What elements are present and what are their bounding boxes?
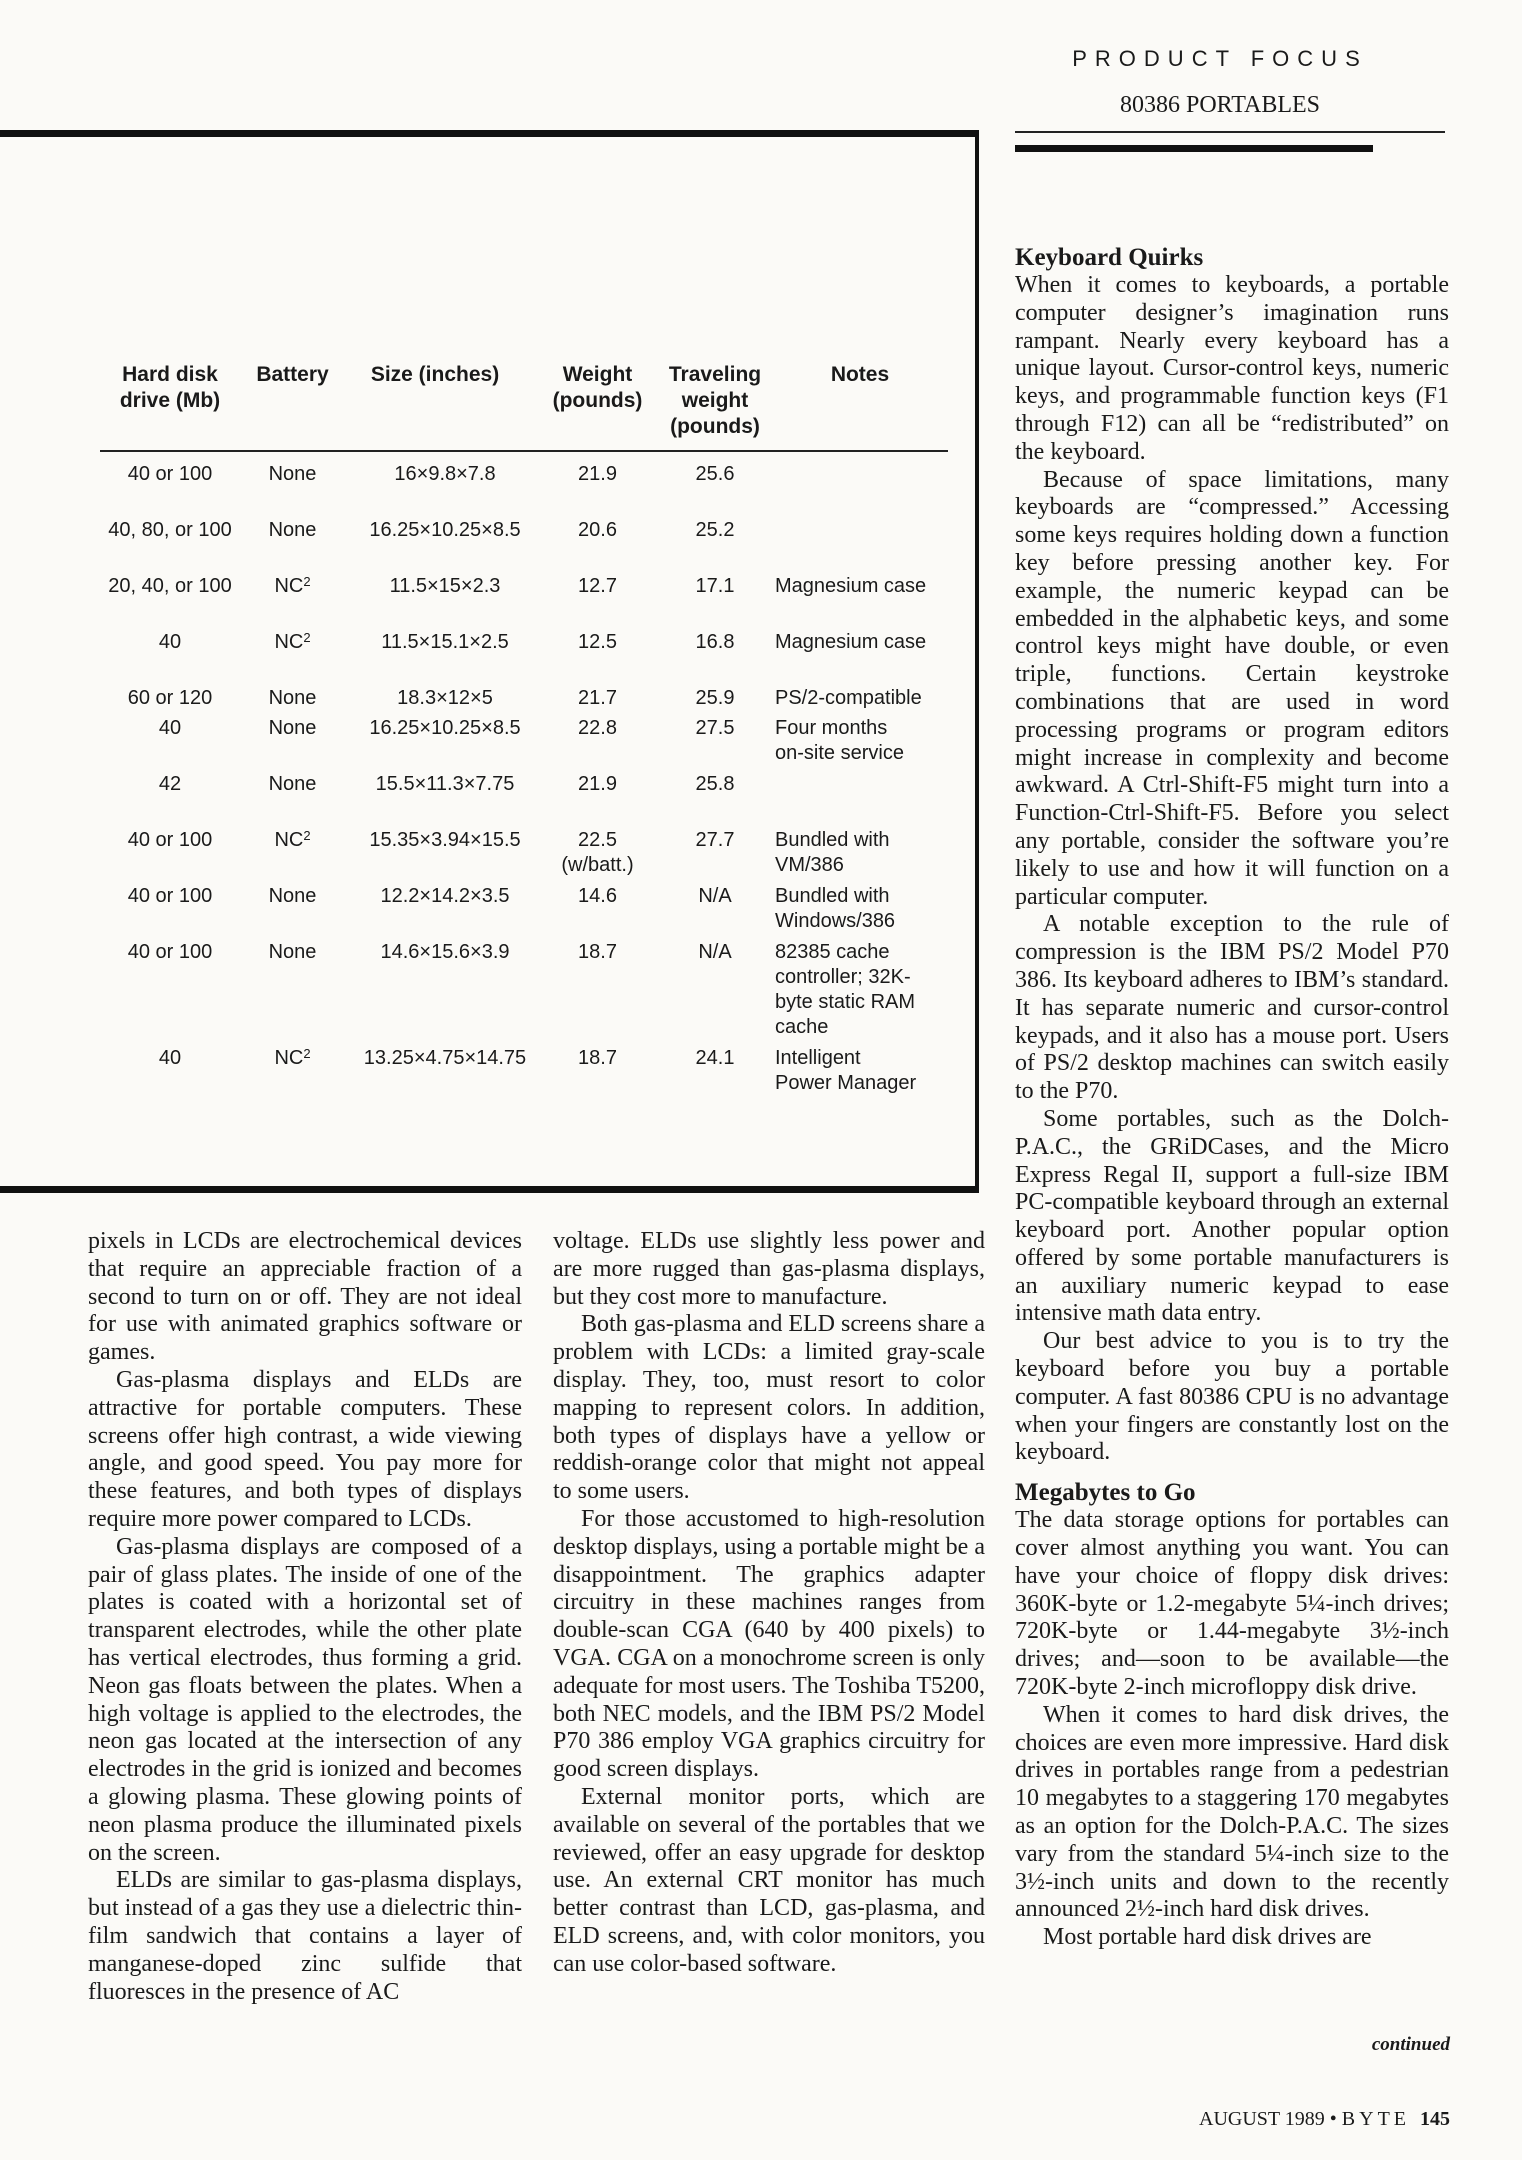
header-weight: Weight (pounds) <box>552 363 643 412</box>
cell-text: NC <box>274 631 304 653</box>
header-size: Size (inches) <box>370 363 500 386</box>
footer-magazine: BYTE <box>1341 2108 1410 2130</box>
header-rule-thick <box>1015 145 1373 152</box>
cell-text: 16.25×10.25×8.5 <box>369 717 521 739</box>
cell-line: 22.5 <box>578 829 617 851</box>
paragraph: voltage. ELDs use slightly less power and are more rugged than gas-plasma displays, but they cost more to manufacture. <box>553 1228 985 1310</box>
paragraph: When it comes to keyboards, a portable computer designer’s imagination runs rampant. Nearly every keyboard has a unique layout. Cursor-control keys, numeric keys, and programmable function keys (F1 through F12) can all be “redistributed” on the keyboard. <box>1015 272 1449 465</box>
cell-line: (w/batt.) <box>561 854 634 876</box>
cell-line: Power Manager <box>775 1072 917 1094</box>
heading-megabytes-to-go: Megabytes to Go <box>1015 1479 1196 1507</box>
cell-text: NC <box>274 1047 304 1069</box>
paragraph: External monitor ports, which are available on several of the portables that we reviewed, offer an easy upgrade for desktop use. An external CRT monitor has much better contrast than LCD, gas-plasma, and ELD screens, and, with color monitors, you can use color-based software. <box>553 1783 985 1977</box>
table-bottom-border <box>0 1186 979 1193</box>
cell-text: 40 or 100 <box>127 463 213 485</box>
cell-text: 11.5×15.1×2.5 <box>381 631 509 653</box>
table-cell-size <box>340 686 550 711</box>
cell-text: None <box>268 717 317 739</box>
section-label: PRODUCT FOCUS <box>1072 46 1368 71</box>
cell-text: None <box>268 941 317 963</box>
table-cell-disk <box>95 630 245 655</box>
paragraph: For those accustomed to high-resolution desktop displays, using a portable might be a disappointment. The graphics adapter circuitry in these machines ranges from double-scan CGA (640 by 400 pixels) to VGA. CGA on a monochrome screen is only adequate for most users. The Toshiba T5200, both NEC models, and the IBM PS/2 Model P70 386 employ VGA graphics circuitry for good screen displays. <box>553 1505 985 1783</box>
table-cell-traveling <box>655 716 775 741</box>
table-cell-weight <box>550 828 645 878</box>
table-cell-disk <box>95 716 245 741</box>
cell-text: None <box>268 463 317 485</box>
cell-text: 15.35×3.94×15.5 <box>369 829 521 851</box>
footnote-marker: 2 <box>303 1046 311 1061</box>
paragraph: Some portables, such as the Dolch-P.A.C., the GRiDCases, and the Micro Express Regal II, support a full-size IBM PC-compatible keyboard through an external keyboard port. Another popular option offered by some portable manufacturers is an auxiliary numeric keypad to ease intensive math data entry. <box>1015 1105 1449 1327</box>
cell-text: 16.8 <box>695 631 735 653</box>
table-cell-disk <box>95 940 245 965</box>
cell-text: 27.5 <box>695 717 735 739</box>
cell-text: 40 or 100 <box>127 829 213 851</box>
paragraph: Our best advice to you is to try the keyboard before you buy a portable computer. A fast 80386 CPU is no advantage when your fingers are constantly lost on the keyboard. <box>1015 1328 1449 1466</box>
table-cell-traveling <box>655 630 775 655</box>
cell-line: 20.6 <box>578 519 617 541</box>
table-cell-notes <box>775 828 975 878</box>
cell-text: 24.1 <box>695 1047 735 1069</box>
article-column-1 <box>88 1228 522 2006</box>
table-cell-weight <box>550 462 645 487</box>
cell-text: 14.6×15.6×3.9 <box>380 941 510 963</box>
paragraph: ELDs are similar to gas-plasma displays, but instead of a gas they use a dielectric thin-film sandwich that contains a layer of manganese-doped zinc sulfide that fluoresces in the presence of AC <box>88 1867 522 2005</box>
table-right-border <box>975 130 979 1193</box>
cell-line: Windows/386 <box>775 910 896 932</box>
table-cell-weight <box>550 940 645 965</box>
cell-text: 12.2×14.2×3.5 <box>380 885 510 907</box>
table-cell-weight <box>550 574 645 599</box>
cell-text: 42 <box>158 773 182 795</box>
cell-line: 18.7 <box>578 941 617 963</box>
table-cell-battery <box>250 716 335 741</box>
table-cell-notes <box>775 630 975 655</box>
table-cell-traveling <box>655 1046 775 1071</box>
header-notes: Notes <box>830 363 890 386</box>
table-cell-traveling <box>655 574 775 599</box>
paragraph: Most portable hard disk drives are <box>1043 1924 1372 1951</box>
table-cell-weight <box>550 630 645 655</box>
table-cell-disk <box>95 1046 245 1071</box>
cell-line: cache <box>775 1016 829 1038</box>
cell-line: Magnesium case <box>775 575 927 597</box>
header-hard-disk: Hard disk drive (Mb) <box>119 363 221 412</box>
cell-text: 25.8 <box>695 773 735 795</box>
table-cell-battery <box>250 518 335 543</box>
cell-text: 27.7 <box>695 829 735 851</box>
paragraph: Because of space limitations, many keyboards are “compressed.” Accessing some keys requires holding down a function key before pressing another key. For example, the numeric keypad can be embedded in the alphabetic keys, and some control keys might have double, or even triple, functions. Certain keystroke combinations that are used in word processing programs or program editors might increase in complexity and become awkward. A Ctrl-Shift-F5 might turn into a Function-Ctrl-Shift-F5. Before you select any portable, consider the software you’re likely to use and how it will function on a particular computer. <box>1015 466 1449 910</box>
cell-text: NC <box>274 829 304 851</box>
paragraph: When it comes to hard disk drives, the choices are even more impressive. Hard disk drives in portables range from a pedestrian 10 megabytes to a staggering 170 megabytes as an option for the Dolch-P.A.C. The sizes vary from the standard 5¼-inch size to the 3½-inch units and down to the recently announced 2½-inch hard disk drives. <box>1015 1701 1449 1923</box>
table-cell-weight <box>550 1046 645 1071</box>
table-cell-disk <box>95 828 245 853</box>
footer-page-number: 145 <box>1420 2108 1450 2130</box>
table-cell-size <box>340 630 550 655</box>
footnote-marker: 2 <box>303 828 311 843</box>
cell-text: 40 <box>158 631 182 653</box>
cell-line: Bundled with <box>775 829 890 851</box>
cell-text: N/A <box>698 885 732 907</box>
table-cell-disk <box>95 574 245 599</box>
cell-line: 18.7 <box>578 1047 617 1069</box>
table-cell-size <box>340 1046 550 1071</box>
cell-text: 18.3×12×5 <box>397 687 493 709</box>
table-cell-notes <box>775 574 975 599</box>
cell-line: 22.8 <box>578 717 617 739</box>
cell-line: Magnesium case <box>775 631 927 653</box>
table-header-rule <box>100 450 948 452</box>
table-cell-traveling <box>655 828 775 853</box>
page-footer <box>1100 2108 1450 2131</box>
cell-line: VM/386 <box>775 854 844 876</box>
cell-text: 40 or 100 <box>127 885 213 907</box>
header-traveling-weight: Traveling weight (pounds) <box>668 363 762 438</box>
cell-text: 40 <box>158 1047 182 1069</box>
table-cell-battery <box>250 686 335 711</box>
table-cell-traveling <box>655 940 775 965</box>
table-cell-notes <box>775 940 975 1040</box>
cell-text: 17.1 <box>695 575 735 597</box>
cell-text: 16.25×10.25×8.5 <box>369 519 521 541</box>
cell-text: 25.2 <box>695 519 735 541</box>
table-cell-size <box>340 828 550 853</box>
cell-text: 15.5×11.3×7.75 <box>375 773 515 795</box>
table-cell-weight <box>550 686 645 711</box>
paragraph: A notable exception to the rule of compression is the IBM PS/2 Model P70 386. Its keyboard adheres to IBM’s standard. It has separate numeric and cursor-control keypads, and it also has a mouse port. Users of PS/2 desktop machines can switch easily to the P70. <box>1015 911 1449 1105</box>
table-cell-traveling <box>655 686 775 711</box>
table-cell-battery <box>250 772 335 797</box>
table-cell-disk <box>95 686 245 711</box>
table-cell-weight <box>550 772 645 797</box>
table-top-border <box>0 130 979 137</box>
article-column-3 <box>1015 244 1449 1952</box>
cell-line: byte static RAM <box>775 991 916 1013</box>
table-cell-battery <box>250 1046 335 1071</box>
table-cell-notes <box>775 686 975 711</box>
table-cell-weight <box>550 884 645 909</box>
footnote-marker: 2 <box>303 630 311 645</box>
table-cell-size <box>340 884 550 909</box>
paragraph: The data storage options for portables can cover almost anything you want. You can have your choice of floppy disk drives: 360K-byte or 1.2-megabyte 5¼-inch drives; 720K-byte or 1.44-megabyte 3½-inch drives; and—soon to be available—the 720K-byte 2-inch microfloppy disk drive. <box>1015 1507 1449 1701</box>
continued-label: continued <box>1371 2034 1450 2055</box>
table-cell-battery <box>250 884 335 909</box>
cell-text: None <box>268 885 317 907</box>
cell-line: 14.6 <box>578 885 617 907</box>
cell-line: PS/2-compatible <box>775 687 922 709</box>
table-cell-battery <box>250 828 335 853</box>
table-cell-battery <box>250 630 335 655</box>
section-subtitle: 80386 PORTABLES <box>1120 92 1320 118</box>
paragraph: Gas-plasma displays are composed of a pair of glass plates. The inside of one of the plates is coated with a horizontal set of transparent electrodes, while the other plate has vertical electrodes, thus forming a grid. Neon gas floats between the plates. When a high voltage is applied to the electrodes, the neon gas located at the intersection of any electrodes in the grid is ionized and becomes a glowing plasma. These glowing points of neon plasma produce the illuminated pixels on the screen. <box>88 1533 522 1866</box>
table-cell-size <box>340 518 550 543</box>
table-cell-size <box>340 574 550 599</box>
table-cell-traveling <box>655 772 775 797</box>
cell-line: Four months <box>775 717 888 739</box>
table-cell-weight <box>550 716 645 741</box>
table-cell-battery <box>250 940 335 965</box>
cell-line: controller; 32K- <box>775 966 911 988</box>
paragraph: Both gas-plasma and ELD screens share a problem with LCDs: a limited gray-scale display. They, too, must resort to color mapping to represent colors. In addition, both types of displays have a yellow or reddish-orange color that might not appeal to some users. <box>553 1311 985 1505</box>
cell-line: 21.9 <box>578 463 617 485</box>
cell-text: 40 or 100 <box>127 941 213 963</box>
cell-line: 12.7 <box>578 575 617 597</box>
cell-text: 25.6 <box>695 463 735 485</box>
article-column-2 <box>553 1228 985 1979</box>
table-cell-disk <box>95 518 245 543</box>
cell-text: 11.5×15×2.3 <box>389 575 501 597</box>
cell-line: 12.5 <box>578 631 617 653</box>
header-battery: Battery <box>256 363 329 386</box>
cell-text: None <box>268 519 317 541</box>
table-cell-disk <box>95 772 245 797</box>
cell-text: 25.9 <box>695 687 735 709</box>
cell-line: on-site service <box>775 742 904 764</box>
table-cell-weight <box>550 518 645 543</box>
cell-text: NC <box>274 575 304 597</box>
table-cell-traveling <box>655 518 775 543</box>
paragraph: Gas-plasma displays and ELDs are attractive for portable computers. These screens offer high contrast, a wide viewing angle, and good speed. You pay more for these features, and both types of displays require more power compared to LCDs. <box>88 1366 522 1532</box>
paragraph: pixels in LCDs are electrochemical devices that require an appreciable fraction of a second to turn on or off. They are not ideal for use with animated graphics software or games. <box>88 1228 522 1366</box>
cell-text: 60 or 120 <box>127 687 213 709</box>
heading-keyboard-quirks: Keyboard Quirks <box>1015 244 1204 271</box>
table-cell-disk <box>95 884 245 909</box>
cell-line: Intelligent <box>775 1047 861 1069</box>
table-cell-traveling <box>655 884 775 909</box>
cell-text: 40 <box>158 717 182 739</box>
cell-text: None <box>268 687 317 709</box>
table-cell-traveling <box>655 462 775 487</box>
table-cell-size <box>340 772 550 797</box>
table-cell-disk <box>95 462 245 487</box>
table-cell-size <box>340 940 550 965</box>
cell-line: 21.9 <box>578 773 617 795</box>
header-rule <box>1015 131 1445 133</box>
table-cell-size <box>340 462 550 487</box>
table-cell-notes <box>775 884 975 934</box>
table-cell-notes <box>775 1046 975 1096</box>
cell-line: 82385 cache <box>775 941 890 963</box>
footnote-marker: 2 <box>303 574 311 589</box>
cell-text: 13.25×4.75×14.75 <box>363 1047 527 1069</box>
cell-text: N/A <box>698 941 732 963</box>
cell-text: 40, 80, or 100 <box>108 519 232 541</box>
table-cell-size <box>340 716 550 741</box>
cell-line: Bundled with <box>775 885 890 907</box>
footer-separator: • <box>1329 2108 1337 2130</box>
cell-text: 20, 40, or 100 <box>108 575 232 597</box>
cell-text: 16×9.8×7.8 <box>394 463 496 485</box>
table-cell-battery <box>250 462 335 487</box>
footer-issue: AUGUST 1989 <box>1199 2108 1325 2130</box>
table-cell-notes <box>775 716 975 766</box>
cell-line: 21.7 <box>578 687 617 709</box>
table-cell-battery <box>250 574 335 599</box>
cell-text: None <box>268 773 317 795</box>
